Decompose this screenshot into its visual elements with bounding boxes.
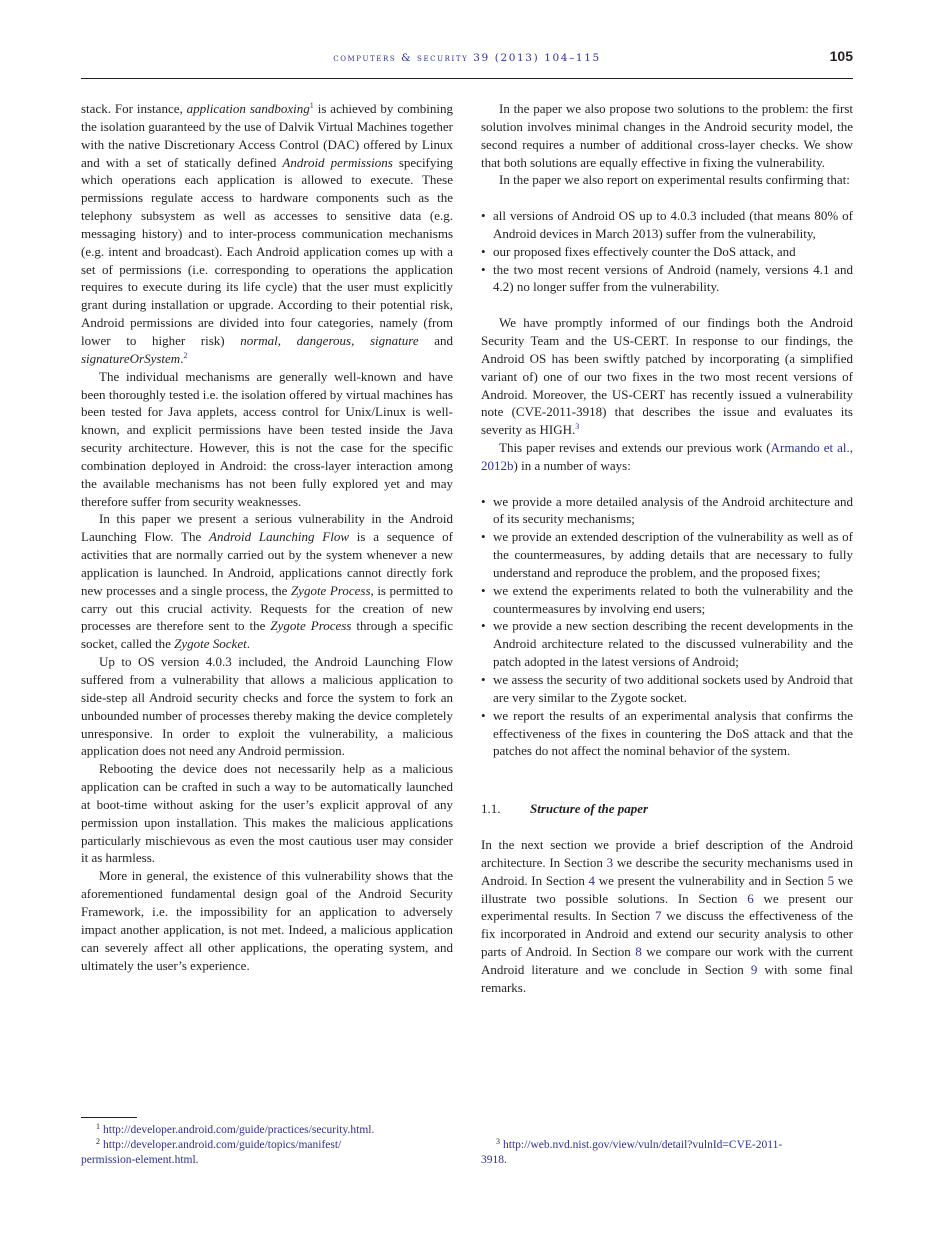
list-item: • we extend the experiments related to both the vulnerability and the countermeasures by involving end users; [481,582,853,618]
section-link[interactable]: 9 [750,961,758,977]
citation-link[interactable]: Armando et al., 2012b [481,440,853,473]
footnote-ref-1[interactable]: 1 [309,101,314,110]
footnote-link[interactable]: http://developer.android.com/guide/topics/manifest/ [103,1139,342,1151]
paragraph: stack. For instance, application sandboxing$^1$ is achieved by combining the isolation guaranteed by the use of Dalvik Virtual Machines together with the native Discretionary Access Control (DAC) offered by Linux and with a set of statically defined Android permissions specifying which operations each application is allowed to execute. These permissions regulate access to hardware components such as the telephony subsystem as well as accesses to sensitive data (e.g. messaging history) and to inter-process communication mechanisms (e.g. intent and broadcast). Each Android application comes up with a set of permissions (i.e. corresponding to operations the application requires to execute during its life cycle) that the user must explicitly grant during installation or upgrade. According to their potential risk, Android permissions are divided into four categories, namely (from lower to higher risk) normal, dangerous, signature and signatureOrSystem.$^2$ [81,101,454,366]
right-column [481,100,853,997]
section-number: 1.1. [481,801,501,817]
journal-citation: computers & security 39 (2013) 104–115 [333,52,601,64]
section-link[interactable]: 3 [606,854,614,870]
list-item: • we report the results of an experimental analysis that confirms the effectiveness of the fixes in countering the DoS attack and that the patches do not affect the nominal behavior of the system. [481,707,853,761]
left-column [81,100,453,974]
section-link[interactable]: 8 [635,944,642,960]
footnote-link[interactable]: 3918. [481,1154,507,1166]
footnote-1: $^1$ http://developer.android.com/guide/practices/security.html. [96,1122,375,1136]
list-item: • our proposed fixes effectively counter the DoS attack, and [481,243,853,261]
section-link[interactable]: 5 [827,872,835,888]
paragraph: In the next section we provide a brief description of the Android architecture. In Section 3 we describe the security mechanisms used in Android. In Section 4 we present the vulnerability and in Section 5 we illustrate two possible solutions. In Section 6 we present our experimental results. In Section 7 we discuss the effectiveness of the fix incorporated in Android and extend our security analysis to other parts of Android. In Section 8 we compare our work with the current Android literature and we conclude in Section 9 with some final remarks. [481,837,853,995]
list-item: • we provide an extended description of the vulnerability as well as of the countermeasures, by adding details that are necessary to fully understand and reproduce the problem, and the proposed fixes; [481,528,853,582]
paragraph: The individual mechanisms are generally well-known and have been thoroughly tested i.e. the isolation offered by virtual machines has been tested for Java applets, access control for Unix/Linux is well-known, and explicit permissions have been tested inside the Java security architecture. However, this is not the case for the specific combination deployed in Android: the cross-layer interaction among the available mechanisms has not been fully explored yet and may therefore suffer from security weaknesses. [81,368,453,509]
paragraph: Up to OS version 4.0.3 included, the Android Launching Flow suffered from a vulnerability that allows a malicious application to side-step all Android security checks and force the system to fork an unbounded number of processes thereby making the device completely unresponsive. In order to exploit the vulnerability, a malicious application does not need any Android permission. [81,654,453,759]
paragraph: This paper revises and extends our previous work (Armando et al., 2012b) in a number of ways: [481,440,853,473]
list-item: • all versions of Android OS up to 4.0.3 included (that means 80% of Android devices in March 2013) suffer from the vulnerability, [481,207,853,243]
footnote-ref-2[interactable]: 2 [183,350,188,360]
list-item: • we assess the security of two additional sockets used by Android that are very similar to the Zygote socket. [481,671,853,707]
list-item: • the two most recent versions of Android (namely, versions 4.1 and 4.2) no longer suffer from the vulnerability. [481,261,853,297]
list-item: • we provide a new section describing the recent developments in the Android architecture related to the discussed vulnerability and the patch adopted in the latest versions of Android; [481,617,853,671]
section-heading [481,800,853,818]
paragraph: More in general, the existence of this vulnerability shows that the aforementioned fundamental design goal of the Android Security Framework, i.e. the impossibility for an application to adversely impact another application, is not met. Indeed, a malicious application can severely affect all other applications, the operating system, and ultimately the user’s experience. [81,868,453,973]
paragraph: We have promptly informed of our findings both the Android Security Team and the US-CERT. In response to our findings, the Android OS has been swiftly patched by incorporating (a simplified variant of) one of our two fixes in the two most recent versions of Android. Moreover, the US-CERT has recently issued a vulnerability note (CVE-2011-3918) that describes the issue and evaluates its severity as HIGH.$^3$ [481,315,853,438]
section-link[interactable]: 4 [588,872,596,888]
paragraph: Rebooting the device does not necessarily help as a malicious application can be crafted in such a way to be automatically launched at boot-time without asking for the user’s explicit approval of any permission upon installation. This makes the malicious applications particularly mischievous as even the most cautious user may consider it as harmless. [81,761,453,866]
section-link[interactable]: 6 [747,890,754,906]
running-header [81,48,853,78]
list-item: • we provide a more detailed analysis of the Android architecture and of its security mechanisms; [481,493,853,529]
paragraph: In the paper we also report on experimental results confirming that: [499,172,850,188]
footnote-3: $^3$ http://web.nvd.nist.gov/view/vuln/detail?vulnId=CVE-2011- 3918. [481,1137,783,1166]
bullet-list [481,493,853,761]
footnote-rule [81,1117,137,1118]
paragraph: In this paper we present a serious vulnerability in the Android Launching Flow. The Android Launching Flow is a sequence of activities that are normally carried out by the system whenever a new application is launched. In Android, applications cannot directly fork new processes and a single process, the Zygote Process, is permitted to carry out this crucial activity. Requests for the creation of new processes are therefore sent to the Zygote Process through a specific socket, called the Zygote Socket. [81,511,453,652]
bullet-list [481,207,853,296]
paragraph: In the paper we also propose two solutions to the problem: the first solution involves minimal changes in the Android security model, the second requires a number of additional cross-layer checks. We show that both solutions are equally effective in fixing the vulnerability. [481,101,853,170]
footnote-link[interactable]: http://web.nvd.nist.gov/view/vuln/detail?vulnId=CVE-2011- [503,1139,783,1151]
page-number: 105 [829,48,853,64]
footnote-ref-3[interactable]: 3 [575,422,580,432]
header-rule [81,78,853,79]
section-title: Structure of the paper [530,801,649,817]
footnote-link[interactable]: permission-element.html. [81,1154,199,1166]
section-link[interactable]: 7 [654,908,662,924]
footnote-2: $^2$ http://developer.android.com/guide/topics/manifest/ permission-element.html. [81,1137,342,1166]
footnote-link[interactable]: http://developer.android.com/guide/practices/security.html. [103,1124,375,1136]
